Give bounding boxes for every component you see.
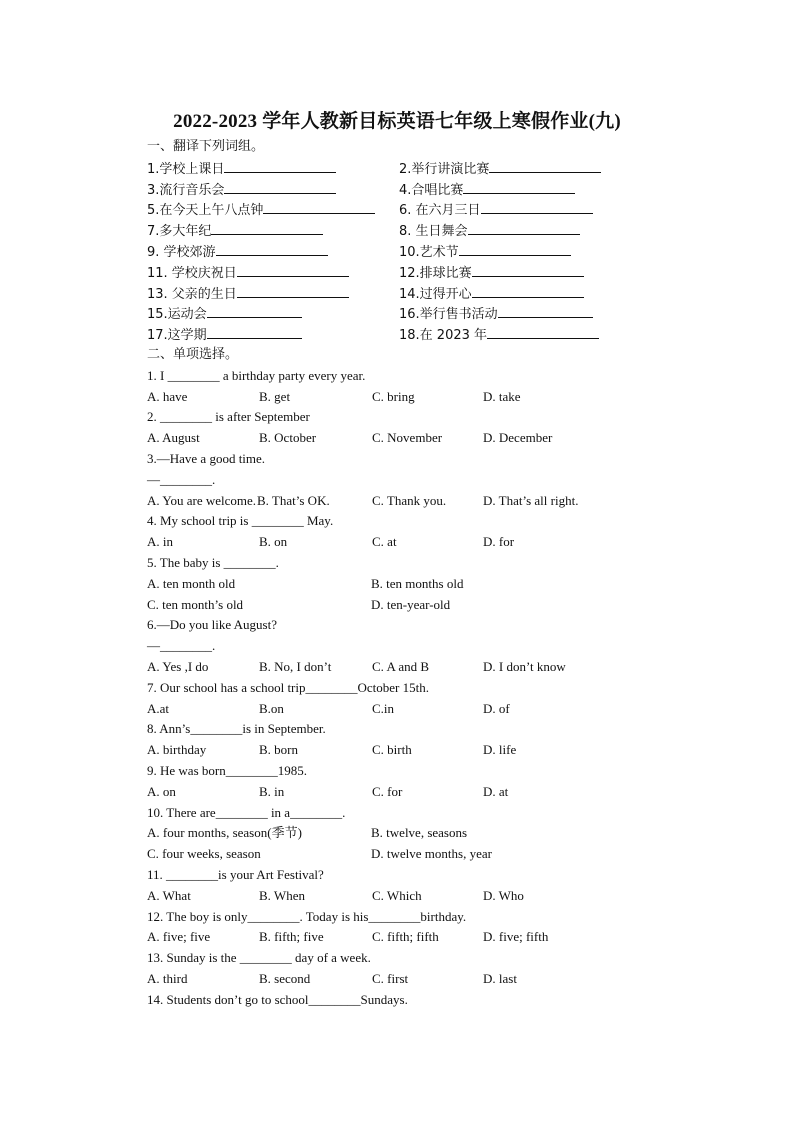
vocab-label: 11. 学校庆祝日 (147, 265, 237, 281)
section-heading-translate: 一、翻译下列词组。 (147, 139, 265, 154)
answer-option[interactable]: A. five; five (147, 929, 211, 945)
page-title: 2022-2023 学年人教新目标英语七年级上寒假作业(九) (173, 111, 621, 132)
answer-blank[interactable] (463, 179, 575, 194)
vocab-item (147, 324, 302, 344)
vocab-item (399, 324, 599, 344)
answer-blank[interactable] (207, 324, 302, 339)
answer-option[interactable]: C. at (372, 534, 397, 550)
answer-blank[interactable] (489, 158, 601, 173)
answer-option[interactable]: B. fifth; five (259, 929, 324, 945)
answer-option[interactable]: A. have (147, 388, 188, 404)
question-text: 14. Students don’t go to school________Sundays. (147, 991, 408, 1007)
answer-option[interactable]: B. When (259, 887, 305, 903)
vocab-item (147, 158, 336, 178)
answer-option[interactable]: D. last (483, 971, 517, 986)
question-text: 9. He was born________1985. (147, 763, 307, 778)
question-text: 13. Sunday is the ________ day of a week. (147, 950, 371, 966)
option-row (147, 699, 667, 719)
answer-option[interactable]: B. get (259, 388, 291, 404)
answer-option[interactable]: A. What (147, 887, 191, 903)
option-row (147, 657, 667, 677)
question-text: —________. (147, 471, 216, 487)
answer-option[interactable]: D. of (483, 700, 510, 716)
answer-option[interactable]: C. bring (372, 388, 415, 404)
answer-option[interactable]: B. born (259, 742, 298, 758)
answer-blank[interactable] (468, 220, 580, 235)
vocab-label: 14.过得开心 (399, 286, 472, 302)
answer-option[interactable]: D. for (483, 534, 515, 550)
vocab-item (399, 199, 593, 219)
answer-option[interactable]: C. November (372, 430, 443, 446)
vocab-label: 8. 生日舞会 (399, 224, 468, 240)
question-text: 7. Our school has a school trip________October 15th. (147, 679, 429, 695)
option-row (147, 532, 667, 552)
question-text: 6.—Do you like August? (147, 617, 277, 633)
answer-option[interactable]: C. ten month’s old (147, 596, 244, 612)
answer-option[interactable]: A. in (147, 534, 173, 550)
answer-option[interactable]: C.in (372, 700, 395, 716)
answer-blank[interactable] (498, 303, 593, 318)
answer-option[interactable]: B. October (259, 430, 317, 446)
section-heading-choice: 二、单项选择。 (147, 347, 239, 362)
answer-blank[interactable] (487, 324, 599, 339)
answer-option[interactable]: A. on (147, 783, 176, 799)
vocab-label: 16.举行售书活动 (399, 307, 498, 323)
answer-blank[interactable] (459, 241, 571, 256)
vocab-item (399, 241, 571, 261)
question-text: 5. The baby is ________. (147, 555, 279, 570)
answer-blank[interactable] (224, 158, 336, 173)
answer-blank[interactable] (211, 220, 323, 235)
answer-option[interactable]: D. ten-year-old (371, 596, 451, 612)
vocab-item (147, 262, 349, 282)
answer-option[interactable]: C. Thank you. (372, 492, 447, 508)
answer-option[interactable]: B. in (259, 783, 285, 799)
option-row (147, 844, 667, 864)
vocab-label: 6. 在六月三日 (399, 203, 481, 219)
vocab-label: 3.流行音乐会 (147, 182, 225, 198)
answer-option[interactable]: A. birthday (147, 742, 207, 758)
answer-option[interactable]: A. You are welcome. (147, 492, 257, 508)
vocab-item (399, 283, 584, 303)
vocab-item (147, 303, 302, 323)
answer-option[interactable]: D. take (483, 388, 521, 404)
answer-option[interactable]: A. third (147, 971, 188, 986)
option-row (147, 491, 667, 511)
answer-blank[interactable] (237, 262, 349, 277)
vocab-label: 1.学校上课日 (147, 161, 225, 177)
answer-blank[interactable] (224, 179, 336, 194)
option-row (147, 927, 667, 947)
answer-option[interactable]: D. at (483, 783, 509, 799)
answer-option[interactable]: C. fifth; fifth (372, 929, 439, 945)
answer-option[interactable]: D. life (483, 742, 517, 758)
vocab-label: 7.多大年纪 (147, 224, 212, 240)
answer-option[interactable]: D. December (483, 430, 553, 446)
answer-option[interactable]: C. first (372, 971, 409, 986)
answer-blank[interactable] (472, 283, 584, 298)
option-row (147, 595, 667, 615)
option-row (147, 886, 667, 906)
vocab-item (399, 303, 593, 323)
answer-option[interactable]: A. ten month old (147, 575, 236, 591)
answer-option[interactable]: A. four months, season(季节) (147, 825, 302, 841)
option-row (147, 823, 667, 843)
vocab-item (399, 220, 580, 240)
option-row (147, 574, 667, 594)
vocab-item (147, 199, 375, 219)
question-text: 3.—Have a good time. (147, 451, 266, 466)
option-row (147, 387, 667, 407)
vocab-label: 5.在今天上午八点钟 (147, 203, 264, 219)
answer-option[interactable]: C. A and B (372, 659, 430, 674)
answer-option[interactable]: B. second (259, 971, 311, 986)
option-row (147, 740, 667, 760)
vocab-label: 12.排球比赛 (399, 265, 472, 281)
answer-blank[interactable] (481, 199, 593, 214)
option-row (147, 428, 667, 448)
question-text: 11. ________is your Art Festival? (147, 867, 324, 882)
vocab-label: 13. 父亲的生日 (147, 286, 237, 302)
answer-option[interactable]: A. August (147, 430, 200, 446)
vocab-item (147, 283, 349, 303)
question-text: 8. Ann’s________is in September. (147, 721, 326, 737)
answer-option[interactable]: D. five; fifth (483, 929, 549, 945)
vocab-item (147, 241, 328, 261)
vocab-item (399, 158, 601, 178)
answer-option[interactable]: B.on (259, 700, 284, 716)
answer-option[interactable]: D. twelve months, year (371, 846, 492, 862)
vocab-label: 9. 学校郊游 (147, 245, 216, 260)
answer-option[interactable]: D. Who (483, 887, 524, 903)
vocab-item (147, 179, 336, 199)
answer-option[interactable]: B. That’s OK. (257, 492, 330, 508)
answer-option[interactable]: D. I don’t know (483, 659, 566, 674)
answer-blank[interactable] (216, 241, 328, 256)
answer-option[interactable]: C. birth (372, 742, 412, 758)
vocab-label: 18.在 2023 年 (399, 328, 488, 344)
answer-blank[interactable] (263, 199, 375, 214)
answer-option[interactable]: B. No, I don’t (259, 659, 332, 674)
answer-option[interactable]: A. Yes ,I do (147, 659, 209, 674)
answer-blank[interactable] (237, 283, 349, 298)
vocab-label: 15.运动会 (147, 307, 207, 323)
vocab-item (147, 220, 323, 240)
question-text: 2. ________ is after September (147, 409, 310, 425)
answer-option[interactable]: C. four weeks, season (147, 846, 261, 862)
option-row (147, 969, 667, 989)
vocab-label: 17.这学期 (147, 328, 207, 344)
question-text: 1. I ________ a birthday party every year. (147, 367, 366, 383)
vocab-label: 4.合唱比赛 (399, 182, 464, 198)
answer-option[interactable]: A.at (147, 700, 170, 716)
vocab-item (399, 179, 575, 199)
answer-blank[interactable] (207, 303, 302, 318)
question-text: 4. My school trip is ________ May. (147, 513, 334, 529)
answer-option[interactable]: B. ten months old (371, 575, 464, 591)
question-text: 12. The boy is only________. Today is his________birthday. (147, 908, 467, 924)
answer-option[interactable]: B. twelve, seasons (371, 825, 468, 841)
answer-option[interactable]: D. That’s all right. (483, 492, 579, 508)
answer-option[interactable]: C. for (372, 783, 403, 799)
question-text: 10. There are________ in a________. (147, 804, 346, 820)
answer-option[interactable]: C. Which (372, 887, 422, 903)
vocab-item (399, 262, 584, 282)
question-text: —________. (147, 638, 216, 654)
vocab-label: 2.举行讲演比赛 (399, 161, 490, 177)
answer-blank[interactable] (472, 262, 584, 277)
option-row (147, 782, 667, 802)
vocab-label: 10.艺术节 (399, 245, 459, 260)
answer-option[interactable]: B. on (259, 534, 288, 550)
